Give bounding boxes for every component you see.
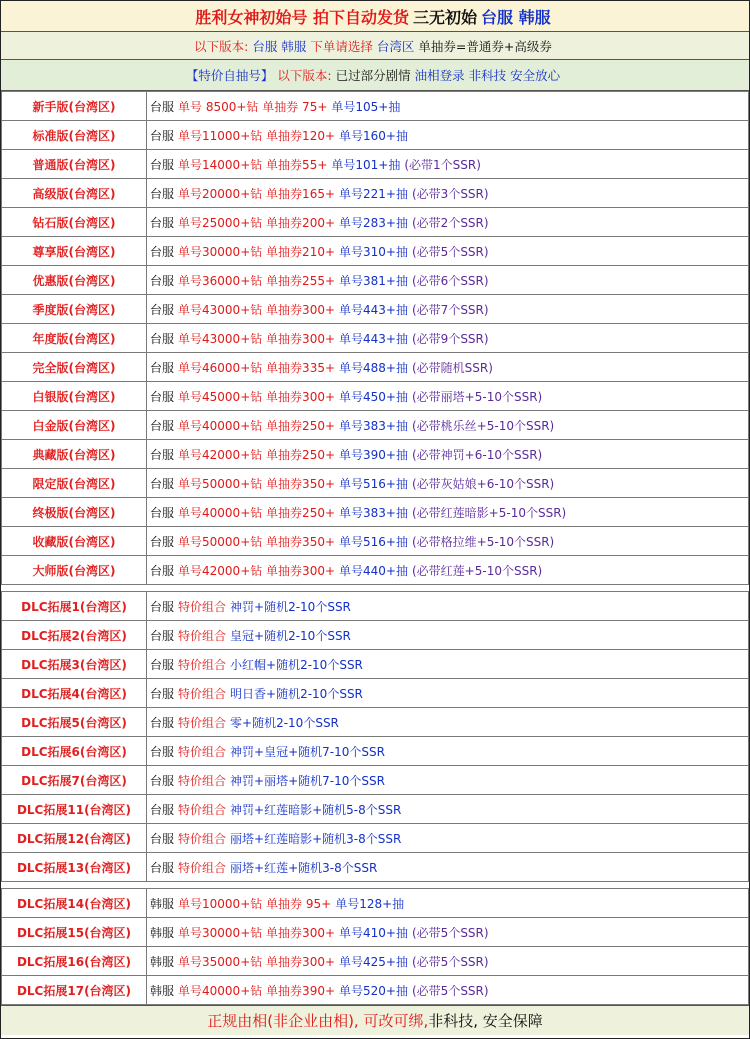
- detail-spec: 单号14000+钻 单抽券55+: [178, 157, 328, 172]
- table-row: [2, 382, 749, 411]
- detail-bonus: (必带红莲+5-10个SSR): [412, 563, 543, 578]
- table-row: [2, 621, 749, 650]
- header-segment: 非科技: [468, 68, 507, 83]
- version-detail: [147, 237, 749, 266]
- table-row: [2, 737, 749, 766]
- version-name: 优惠版(台湾区): [2, 266, 147, 295]
- detail-server: 台服: [150, 802, 175, 817]
- detail-single: 神罚+随机2-10个SSR: [230, 599, 351, 614]
- version-detail: [147, 92, 749, 121]
- detail-bonus: (必带随机SSR): [412, 360, 493, 375]
- table-row: [2, 121, 749, 150]
- detail-server: 台服: [150, 273, 175, 288]
- table-row: [2, 295, 749, 324]
- version-detail: [147, 947, 749, 976]
- detail-spec: 单号11000+钻 单抽券120+: [178, 128, 336, 143]
- footer-note: [1, 1005, 749, 1035]
- table-row: [2, 469, 749, 498]
- detail-spec: 单号10000+钻 单抽券 95+: [178, 896, 332, 911]
- version-name: DLC拓展15(台湾区): [2, 918, 147, 947]
- version-name: DLC拓展14(台湾区): [2, 889, 147, 918]
- detail-spec: 单号46000+钻 单抽券335+: [178, 360, 336, 375]
- version-name: 普通版(台湾区): [2, 150, 147, 179]
- detail-server: 台服: [150, 505, 175, 520]
- header-segment: 安全放心: [510, 68, 561, 83]
- header-segment: 以下版本:: [194, 38, 249, 54]
- version-detail: [147, 795, 749, 824]
- detail-spec: 单号40000+钻 单抽券390+: [178, 983, 336, 998]
- table-row: [2, 324, 749, 353]
- detail-bonus: (必带9个SSR): [412, 331, 489, 346]
- detail-spec: 单号42000+钻 单抽券250+: [178, 447, 336, 462]
- detail-spec: 特价组合: [178, 744, 227, 759]
- version-detail: [147, 708, 749, 737]
- version-name: 新手版(台湾区): [2, 92, 147, 121]
- detail-spec: 单号40000+钻 单抽券250+: [178, 505, 336, 520]
- detail-spec: 特价组合: [178, 599, 227, 614]
- detail-server: 台服: [150, 599, 175, 614]
- version-detail: [147, 353, 749, 382]
- header-version-note: [1, 32, 749, 60]
- detail-single: 单号383+抽: [339, 418, 408, 433]
- detail-bonus: (必带1个SSR): [404, 157, 481, 172]
- detail-single: 明日香+随机2-10个SSR: [230, 686, 363, 701]
- table-row: [2, 237, 749, 266]
- detail-spec: 特价组合: [178, 831, 227, 846]
- table-row: [2, 179, 749, 208]
- detail-spec: 单号42000+钻 单抽券300+: [178, 563, 336, 578]
- detail-server: 台服: [150, 715, 175, 730]
- version-detail: [147, 650, 749, 679]
- version-detail: [147, 556, 749, 585]
- version-detail: [147, 266, 749, 295]
- table-row: [2, 498, 749, 527]
- detail-spec: 单号50000+钻 单抽券350+: [178, 534, 336, 549]
- version-detail: [147, 382, 749, 411]
- version-detail: [147, 324, 749, 353]
- detail-server: 台服: [150, 360, 175, 375]
- detail-server: 台服: [150, 563, 175, 578]
- version-name: 标准版(台湾区): [2, 121, 147, 150]
- footer-segment: 正规由相(非企业由相), 可改可绑,: [207, 1012, 429, 1030]
- version-name: 典藏版(台湾区): [2, 440, 147, 469]
- section-divider: [2, 585, 749, 592]
- version-detail: [147, 889, 749, 918]
- detail-server: 台服: [150, 831, 175, 846]
- detail-single: 单号101+抽: [331, 157, 401, 172]
- detail-single: 单号443+抽: [339, 331, 408, 346]
- header-segment: 已过部分剧情: [335, 68, 411, 83]
- table-row: [2, 556, 749, 585]
- header-segment: 以下版本:: [277, 68, 332, 83]
- detail-server: 韩服: [150, 896, 175, 911]
- detail-bonus: (必带红莲暗影+5-10个SSR): [412, 505, 567, 520]
- detail-bonus: (必带桃乐丝+5-10个SSR): [412, 418, 555, 433]
- detail-bonus: (必带5个SSR): [412, 983, 489, 998]
- detail-spec: 单号36000+钻 单抽券255+: [178, 273, 336, 288]
- detail-single: 单号443+抽: [339, 302, 408, 317]
- detail-spec: 特价组合: [178, 860, 227, 875]
- price-table: [1, 91, 749, 1005]
- detail-bonus: (必带神罚+6-10个SSR): [412, 447, 543, 462]
- version-name: 大师版(台湾区): [2, 556, 147, 585]
- detail-server: 台服: [150, 215, 175, 230]
- version-detail: [147, 592, 749, 621]
- detail-bonus: (必带丽塔+5-10个SSR): [412, 389, 543, 404]
- version-name: DLC拓展2(台湾区): [2, 621, 147, 650]
- version-detail: [147, 440, 749, 469]
- detail-spec: 特价组合: [178, 628, 227, 643]
- detail-single: 单号221+抽: [339, 186, 408, 201]
- detail-server: 台服: [150, 476, 175, 491]
- detail-spec: 单号25000+钻 单抽券200+: [178, 215, 336, 230]
- detail-single: 丽塔+红莲暗影+随机3-8个SSR: [230, 831, 402, 846]
- version-name: DLC拓展6(台湾区): [2, 737, 147, 766]
- detail-bonus: (必带5个SSR): [412, 954, 489, 969]
- detail-single: 丽塔+红莲+随机3-8个SSR: [230, 860, 378, 875]
- version-detail: [147, 737, 749, 766]
- detail-single: 小红帽+随机2-10个SSR: [230, 657, 363, 672]
- detail-single: 单号520+抽: [339, 983, 408, 998]
- version-name: DLC拓展12(台湾区): [2, 824, 147, 853]
- version-detail: [147, 150, 749, 179]
- version-detail: [147, 179, 749, 208]
- header-segment: 台服 韩服: [481, 7, 551, 27]
- detail-single: 零+随机2-10个SSR: [230, 715, 339, 730]
- detail-single: 神罚+皇冠+随机7-10个SSR: [230, 744, 385, 759]
- detail-server: 台服: [150, 186, 175, 201]
- table-row: [2, 947, 749, 976]
- detail-spec: 单号35000+钻 单抽券300+: [178, 954, 336, 969]
- version-name: DLC拓展16(台湾区): [2, 947, 147, 976]
- footer-segment: 非科技, 安全保障: [428, 1012, 543, 1030]
- detail-spec: 特价组合: [178, 686, 227, 701]
- detail-single: 单号488+抽: [339, 360, 408, 375]
- detail-bonus: (必带3个SSR): [412, 186, 489, 201]
- version-name: DLC拓展4(台湾区): [2, 679, 147, 708]
- detail-single: 单号381+抽: [339, 273, 408, 288]
- detail-spec: 特价组合: [178, 773, 227, 788]
- version-detail: [147, 679, 749, 708]
- header-segment: 胜利女神初始号 拍下自动发货: [195, 7, 409, 27]
- detail-single: 单号410+抽: [339, 925, 408, 940]
- table-row: [2, 650, 749, 679]
- detail-single: 神罚+红莲暗影+随机5-8个SSR: [230, 802, 402, 817]
- detail-single: 单号128+抽: [335, 896, 405, 911]
- detail-single: 单号450+抽: [339, 389, 408, 404]
- version-name: 完全版(台湾区): [2, 353, 147, 382]
- detail-single: 单号383+抽: [339, 505, 408, 520]
- version-name: DLC拓展17(台湾区): [2, 976, 147, 1005]
- version-detail: [147, 527, 749, 556]
- section-divider: [2, 882, 749, 889]
- version-detail: [147, 918, 749, 947]
- version-name: 季度版(台湾区): [2, 295, 147, 324]
- header-special-note: [1, 60, 749, 91]
- header-segment: 单抽券=普通券+高级券: [418, 38, 552, 54]
- detail-single: 单号440+抽: [339, 563, 408, 578]
- detail-server: 台服: [150, 128, 175, 143]
- detail-server: 台服: [150, 447, 175, 462]
- table-row: [2, 208, 749, 237]
- version-detail: [147, 853, 749, 882]
- header-segment: 三无初始: [412, 7, 477, 27]
- detail-single: 皇冠+随机2-10个SSR: [230, 628, 351, 643]
- detail-spec: 单号50000+钻 单抽券350+: [178, 476, 336, 491]
- detail-single: 单号390+抽: [339, 447, 408, 462]
- detail-spec: 单号20000+钻 单抽券165+: [178, 186, 336, 201]
- version-detail: [147, 469, 749, 498]
- version-name: 钻石版(台湾区): [2, 208, 147, 237]
- version-detail: [147, 121, 749, 150]
- version-detail: [147, 621, 749, 650]
- detail-bonus: (必带2个SSR): [412, 215, 489, 230]
- version-name: DLC拓展7(台湾区): [2, 766, 147, 795]
- version-detail: [147, 208, 749, 237]
- detail-server: 台服: [150, 244, 175, 259]
- table-row: [2, 766, 749, 795]
- table-row: [2, 411, 749, 440]
- version-name: DLC拓展11(台湾区): [2, 795, 147, 824]
- version-name: 限定版(台湾区): [2, 469, 147, 498]
- detail-server: 台服: [150, 657, 175, 672]
- detail-single: 单号425+抽: [339, 954, 408, 969]
- table-row: [2, 708, 749, 737]
- header-segment: 下单请选择: [310, 38, 373, 54]
- detail-server: 台服: [150, 157, 175, 172]
- table-row: [2, 679, 749, 708]
- detail-bonus: (必带5个SSR): [412, 925, 489, 940]
- detail-server: 台服: [150, 99, 175, 114]
- detail-server: 台服: [150, 534, 175, 549]
- version-detail: [147, 411, 749, 440]
- table-row: [2, 266, 749, 295]
- version-name: 尊享版(台湾区): [2, 237, 147, 266]
- header-segment: 台湾区: [376, 38, 415, 54]
- version-name: 年度版(台湾区): [2, 324, 147, 353]
- header-segment: 油相登录: [414, 68, 465, 83]
- table-row: [2, 918, 749, 947]
- table-row: [2, 150, 749, 179]
- version-name: 收藏版(台湾区): [2, 527, 147, 556]
- table-row: [2, 889, 749, 918]
- header-segment: 【特价自抽号】: [185, 68, 274, 83]
- detail-spec: 单号 8500+钻 单抽券 75+: [178, 99, 328, 114]
- version-detail: [147, 498, 749, 527]
- detail-server: 台服: [150, 302, 175, 317]
- detail-server: 韩服: [150, 925, 175, 940]
- detail-bonus: (必带格拉维+5-10个SSR): [412, 534, 555, 549]
- table-row: [2, 592, 749, 621]
- detail-server: 台服: [150, 686, 175, 701]
- detail-spec: 单号45000+钻 单抽券300+: [178, 389, 336, 404]
- table-row: [2, 853, 749, 882]
- version-detail: [147, 766, 749, 795]
- version-detail: [147, 824, 749, 853]
- detail-server: 台服: [150, 389, 175, 404]
- detail-single: 单号516+抽: [339, 476, 408, 491]
- detail-bonus: (必带7个SSR): [412, 302, 489, 317]
- header-segment: 台服 韩服: [252, 38, 307, 54]
- table-row: [2, 795, 749, 824]
- version-name: 终极版(台湾区): [2, 498, 147, 527]
- detail-single: 单号105+抽: [331, 99, 401, 114]
- detail-spec: 单号30000+钻 单抽券210+: [178, 244, 336, 259]
- version-name: DLC拓展13(台湾区): [2, 853, 147, 882]
- detail-server: 台服: [150, 744, 175, 759]
- table-row: [2, 92, 749, 121]
- table-row: [2, 527, 749, 556]
- version-name: DLC拓展1(台湾区): [2, 592, 147, 621]
- version-name: 白金版(台湾区): [2, 411, 147, 440]
- detail-spec: 特价组合: [178, 802, 227, 817]
- detail-server: 台服: [150, 860, 175, 875]
- version-name: 高级版(台湾区): [2, 179, 147, 208]
- detail-single: 神罚+丽塔+随机7-10个SSR: [230, 773, 385, 788]
- table-row: [2, 976, 749, 1005]
- version-detail: [147, 976, 749, 1005]
- detail-spec: 特价组合: [178, 715, 227, 730]
- version-name: DLC拓展5(台湾区): [2, 708, 147, 737]
- detail-spec: 单号43000+钻 单抽券300+: [178, 302, 336, 317]
- table-row: [2, 824, 749, 853]
- detail-server: 台服: [150, 331, 175, 346]
- detail-single: 单号310+抽: [339, 244, 408, 259]
- detail-spec: 单号30000+钻 单抽券300+: [178, 925, 336, 940]
- version-name: DLC拓展3(台湾区): [2, 650, 147, 679]
- table-row: [2, 440, 749, 469]
- detail-single: 单号160+抽: [339, 128, 408, 143]
- detail-spec: 特价组合: [178, 657, 227, 672]
- detail-server: 韩服: [150, 983, 175, 998]
- detail-server: 台服: [150, 418, 175, 433]
- detail-bonus: (必带6个SSR): [412, 273, 489, 288]
- detail-spec: 单号43000+钻 单抽券300+: [178, 331, 336, 346]
- detail-spec: 单号40000+钻 单抽券250+: [178, 418, 336, 433]
- detail-single: 单号516+抽: [339, 534, 408, 549]
- detail-server: 韩服: [150, 954, 175, 969]
- detail-server: 台服: [150, 773, 175, 788]
- version-name: 白银版(台湾区): [2, 382, 147, 411]
- detail-server: 台服: [150, 628, 175, 643]
- detail-single: 单号283+抽: [339, 215, 408, 230]
- detail-bonus: (必带灰姑娘+6-10个SSR): [412, 476, 555, 491]
- table-row: [2, 353, 749, 382]
- header-title: [1, 1, 749, 32]
- version-detail: [147, 295, 749, 324]
- detail-bonus: (必带5个SSR): [412, 244, 489, 259]
